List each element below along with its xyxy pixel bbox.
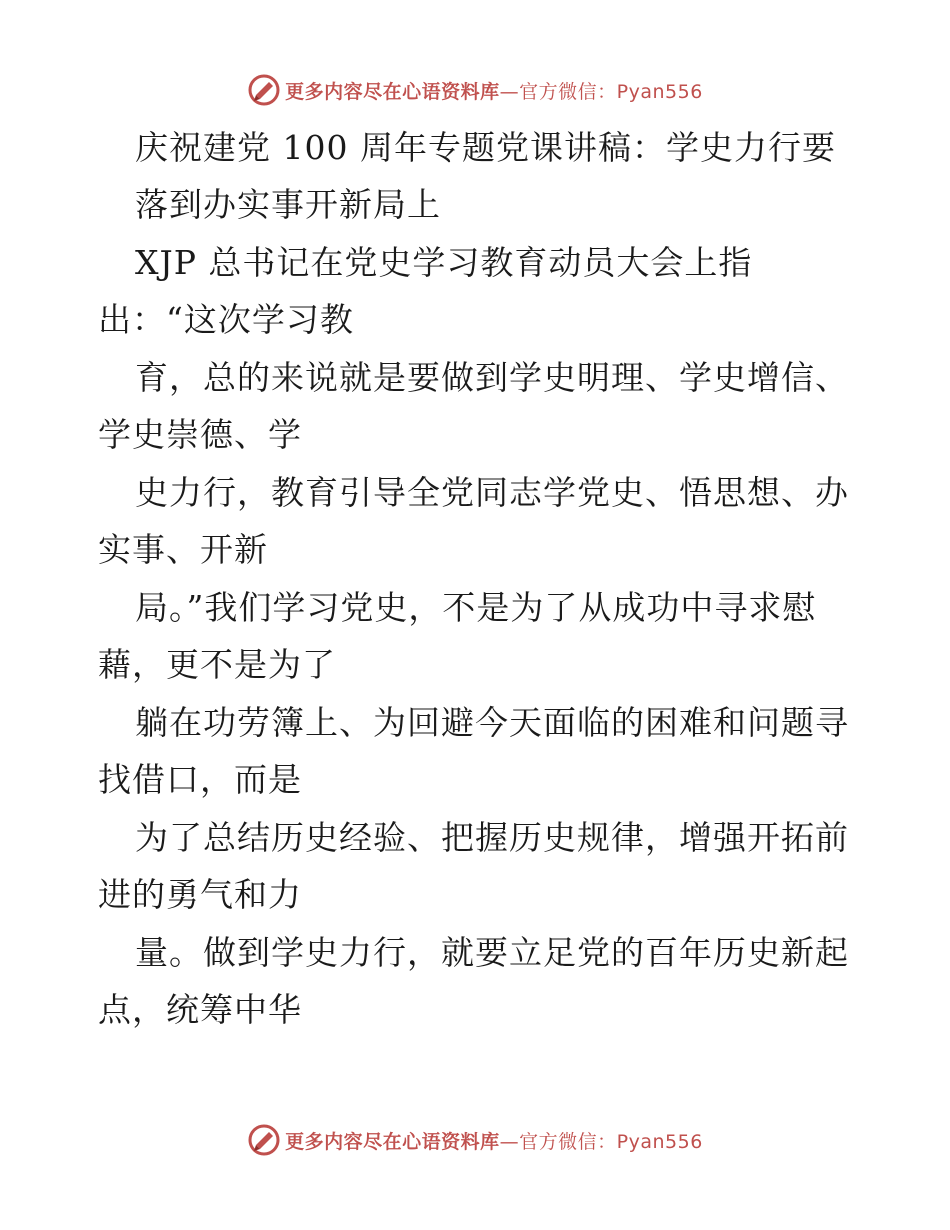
header-banner-title: 更多内容尽在心语资料库 <box>285 80 500 103</box>
doc-line: 庆祝建党 100 周年专题党课讲稿：学史力行要 <box>135 128 836 167</box>
header-banner <box>0 70 950 110</box>
doc-line: 躺在功劳簿上、为回避今天面临的困难和问题寻 <box>135 703 849 742</box>
footer-banner-title: 更多内容尽在心语资料库 <box>285 1130 500 1153</box>
doc-line: 藉，更不是为了 <box>98 645 336 684</box>
doc-line: 为了总结历史经验、把握历史规律，增强开拓前 <box>135 818 849 857</box>
header-banner-wechat: —官方微信：Pyan556 <box>499 80 703 103</box>
doc-line: 学史崇德、学 <box>98 415 302 454</box>
logo-icon <box>247 1123 281 1157</box>
logo-icon <box>247 73 281 107</box>
header-banner-text <box>285 77 703 104</box>
doc-line: 育，总的来说就是要做到学史明理、学史增信、 <box>135 358 849 397</box>
doc-line: 进的勇气和力 <box>98 875 302 914</box>
doc-line: 量。做到学史力行，就要立足党的百年历史新起 <box>135 933 849 972</box>
doc-line: 局。”我们学习党史，不是为了从成功中寻求慰 <box>135 588 817 627</box>
doc-line: 实事、开新 <box>98 530 268 569</box>
footer-banner <box>0 1120 950 1160</box>
doc-line: 史力行，教育引导全党同志学党史、悟思想、办 <box>135 473 849 512</box>
doc-line: 点，统筹中华 <box>98 990 302 1029</box>
doc-line: 出：“这次学习教 <box>98 300 354 339</box>
doc-line: 落到办实事开新局上 <box>135 185 441 224</box>
doc-line: XJP 总书记在党史学习教育动员大会上指 <box>135 243 753 282</box>
footer-banner-wechat: —官方微信：Pyan556 <box>499 1130 703 1153</box>
footer-banner-text <box>285 1127 703 1154</box>
doc-line: 找借口，而是 <box>98 760 302 799</box>
